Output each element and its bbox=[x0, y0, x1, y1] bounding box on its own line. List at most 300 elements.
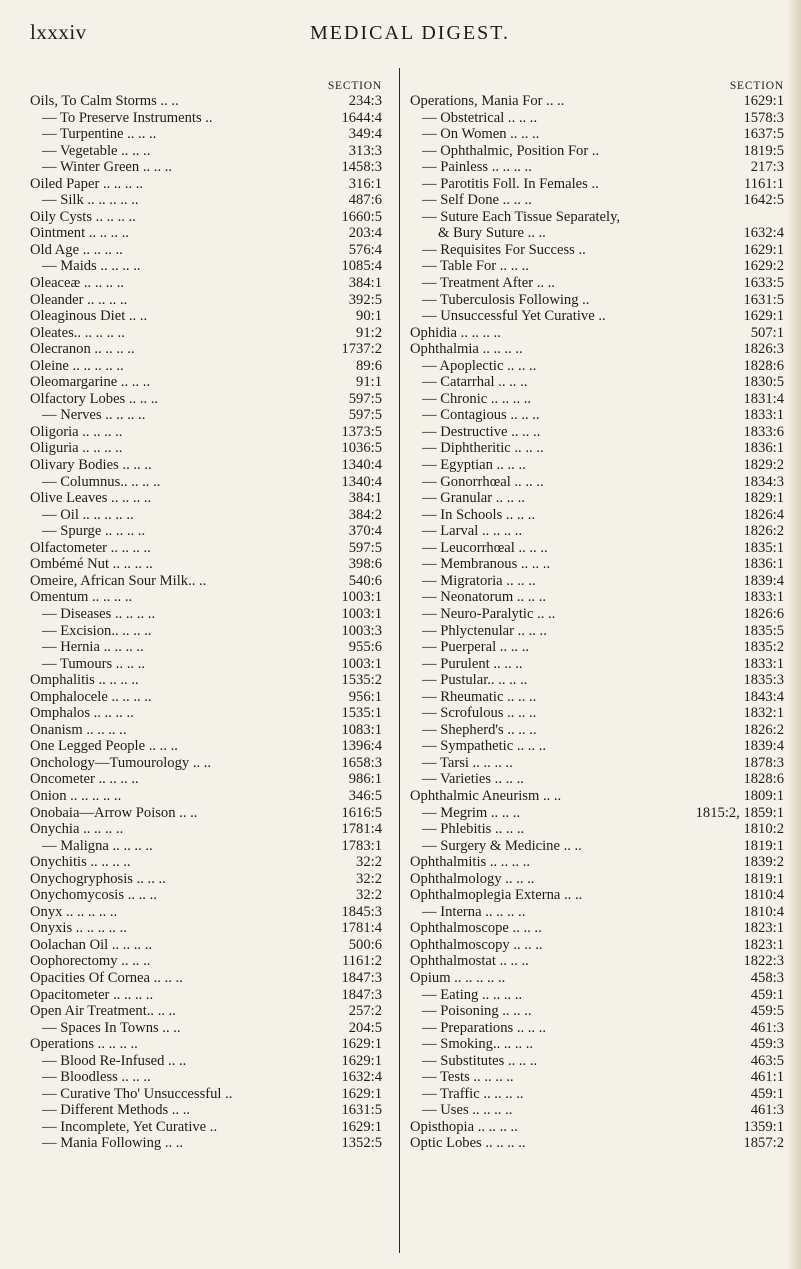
index-term: — Puerperal .. .. .. bbox=[422, 639, 529, 656]
section-reference: 487:6 bbox=[348, 192, 382, 209]
section-reference: 1535:1 bbox=[341, 705, 382, 722]
section-reference: 1658:3 bbox=[341, 754, 382, 771]
index-entry bbox=[30, 93, 382, 110]
index-term: Olivary Bodies .. .. .. bbox=[30, 457, 152, 474]
index-term: — Tests .. .. .. .. bbox=[422, 1069, 514, 1086]
index-entry bbox=[30, 937, 382, 954]
index-entry bbox=[410, 1020, 784, 1037]
index-entry bbox=[30, 970, 382, 987]
index-term: — Treatment After .. .. bbox=[422, 275, 555, 292]
section-reference: 1629:1 bbox=[341, 1118, 382, 1135]
section-reference: 1340:4 bbox=[341, 473, 382, 490]
section-reference: 1781:4 bbox=[341, 821, 382, 838]
index-term: Omeire, African Sour Milk.. .. bbox=[30, 572, 207, 589]
index-entry bbox=[410, 358, 784, 375]
section-reference: 1809:1 bbox=[743, 787, 784, 804]
index-entry bbox=[30, 1119, 382, 1136]
index-entry bbox=[30, 606, 382, 623]
index-entry bbox=[410, 656, 784, 673]
index-term: Olfactory Lobes .. .. .. bbox=[30, 390, 159, 407]
index-entry bbox=[30, 1086, 382, 1103]
section-reference: 32:2 bbox=[356, 887, 382, 904]
section-reference: 1629:2 bbox=[743, 258, 784, 275]
index-term: Opacitometer .. .. .. .. bbox=[30, 986, 154, 1003]
section-reference: 500:6 bbox=[348, 936, 382, 953]
section-reference: 1810:2 bbox=[743, 821, 784, 838]
section-reference: 32:2 bbox=[356, 870, 382, 887]
section-reference: 1644:4 bbox=[341, 109, 382, 126]
index-term: — Interna .. .. .. .. bbox=[422, 903, 526, 920]
section-reference: 1835:1 bbox=[743, 539, 784, 556]
index-term: — Bloodless .. .. .. bbox=[42, 1069, 151, 1086]
index-entry bbox=[30, 788, 382, 805]
section-reference: 32:2 bbox=[356, 854, 382, 871]
section-reference: 1616:5 bbox=[341, 804, 382, 821]
index-entry bbox=[30, 623, 382, 640]
index-entry bbox=[410, 424, 784, 441]
left-column bbox=[30, 79, 382, 1152]
index-entry bbox=[30, 1053, 382, 1070]
running-title: MEDICAL DIGEST. bbox=[310, 22, 510, 44]
index-term: Omphalos .. .. .. .. bbox=[30, 705, 134, 722]
index-entry bbox=[30, 838, 382, 855]
index-entry bbox=[410, 308, 784, 325]
index-term: Oolachan Oil .. .. .. .. bbox=[30, 936, 152, 953]
index-entry bbox=[30, 1069, 382, 1086]
index-term: Opium .. .. .. .. .. bbox=[410, 969, 506, 986]
index-term: — Different Methods .. .. bbox=[42, 1102, 191, 1119]
index-term: — Incomplete, Yet Curative .. bbox=[42, 1118, 218, 1135]
index-term: — Maids .. .. .. .. bbox=[42, 258, 141, 275]
index-entry bbox=[410, 689, 784, 706]
index-term: — Neonatorum .. .. .. bbox=[422, 589, 547, 606]
section-reference: 597:5 bbox=[348, 407, 382, 424]
index-entry bbox=[410, 788, 784, 805]
index-entry bbox=[30, 672, 382, 689]
section-reference: 1352:5 bbox=[341, 1135, 382, 1152]
index-term: — Chronic .. .. .. .. bbox=[422, 390, 532, 407]
index-entry bbox=[410, 440, 784, 457]
index-term: Oleomargarine .. .. .. bbox=[30, 374, 151, 391]
index-entry bbox=[410, 1119, 784, 1136]
page-number: lxxxiv bbox=[30, 20, 87, 44]
index-entry bbox=[410, 556, 784, 573]
index-term: Ophthalmic Aneurism .. .. bbox=[410, 787, 562, 804]
section-reference: 1828:6 bbox=[743, 771, 784, 788]
index-entry bbox=[30, 507, 382, 524]
index-entry bbox=[410, 854, 784, 871]
index-entry bbox=[410, 871, 784, 888]
index-entry bbox=[30, 656, 382, 673]
index-entry bbox=[410, 407, 784, 424]
index-term: — Suture Each Tissue Separately, bbox=[422, 208, 621, 225]
index-entry bbox=[410, 970, 784, 987]
section-reference: 459:1 bbox=[750, 986, 784, 1003]
index-term: Oncometer .. .. .. .. bbox=[30, 771, 139, 788]
index-entry bbox=[30, 821, 382, 838]
index-entry bbox=[30, 292, 382, 309]
index-term: — Membranous .. .. .. bbox=[422, 556, 551, 573]
index-entry bbox=[30, 738, 382, 755]
section-reference: 1829:1 bbox=[743, 490, 784, 507]
index-entry bbox=[410, 705, 784, 722]
section-reference: 1003:1 bbox=[341, 605, 382, 622]
index-entry bbox=[410, 209, 784, 226]
section-reference: 459:5 bbox=[750, 1003, 784, 1020]
index-entry bbox=[30, 755, 382, 772]
index-term: — Spurge .. .. .. .. bbox=[42, 523, 146, 540]
index-term: — Winter Green .. .. .. bbox=[42, 159, 173, 176]
index-entry bbox=[410, 722, 784, 739]
index-entry bbox=[30, 225, 382, 242]
index-entry bbox=[410, 110, 784, 127]
index-term: Onobaia—Arrow Poison .. .. bbox=[30, 804, 198, 821]
section-reference: 956:1 bbox=[348, 688, 382, 705]
index-entry bbox=[410, 507, 784, 524]
index-entry bbox=[410, 573, 784, 590]
index-entry bbox=[30, 540, 382, 557]
index-entry bbox=[30, 209, 382, 226]
section-reference: 91:2 bbox=[356, 324, 382, 341]
index-term: — To Preserve Instruments .. bbox=[42, 109, 213, 126]
index-entry bbox=[410, 325, 784, 342]
section-reference: 461:3 bbox=[750, 1019, 784, 1036]
index-entry bbox=[30, 1102, 382, 1119]
index-entry bbox=[30, 987, 382, 1004]
section-reference: 1839:4 bbox=[743, 738, 784, 755]
index-entry bbox=[410, 391, 784, 408]
index-term: — Turpentine .. .. .. bbox=[42, 126, 157, 143]
index-entry bbox=[410, 292, 784, 309]
section-reference: 1083:1 bbox=[341, 721, 382, 738]
section-column-heading: SECTION bbox=[729, 80, 784, 92]
index-term: — Pustular.. .. .. .. bbox=[422, 672, 528, 689]
section-reference: 597:5 bbox=[348, 539, 382, 556]
index-entry bbox=[30, 1020, 382, 1037]
section-reference: 1833:1 bbox=[743, 655, 784, 672]
index-term: Ophthalmoplegia Externa .. .. bbox=[410, 887, 583, 904]
index-entry bbox=[30, 771, 382, 788]
section-reference: 1642:5 bbox=[743, 192, 784, 209]
section-column-heading: SECTION bbox=[327, 80, 382, 92]
index-entry bbox=[410, 920, 784, 937]
index-term: — Phlebitis .. .. .. bbox=[422, 821, 525, 838]
section-reference: 316:1 bbox=[348, 175, 382, 192]
index-term: Onychomycosis .. .. .. bbox=[30, 887, 157, 904]
index-entry bbox=[410, 987, 784, 1004]
index-entry bbox=[30, 523, 382, 540]
index-term: — Nerves .. .. .. .. bbox=[42, 407, 146, 424]
section-reference: 1535:2 bbox=[341, 672, 382, 689]
index-entry bbox=[30, 1036, 382, 1053]
index-term: — Hernia .. .. .. .. bbox=[42, 639, 144, 656]
section-reference: 1036:5 bbox=[341, 440, 382, 457]
section-reference: 1835:5 bbox=[743, 622, 784, 639]
index-entry bbox=[30, 871, 382, 888]
section-reference: 1845:3 bbox=[341, 903, 382, 920]
index-entry bbox=[410, 176, 784, 193]
index-term: — Ophthalmic, Position For .. bbox=[422, 142, 600, 159]
index-term: — Columnus.. .. .. .. bbox=[42, 473, 161, 490]
section-reference: 459:3 bbox=[750, 1036, 784, 1053]
section-reference: 370:4 bbox=[348, 523, 382, 540]
section-reference: 1629:1 bbox=[743, 308, 784, 325]
index-entry bbox=[30, 192, 382, 209]
section-reference: 384:1 bbox=[348, 275, 382, 292]
index-term: Oiled Paper .. .. .. .. bbox=[30, 175, 144, 192]
index-entry bbox=[30, 391, 382, 408]
section-reference: 1839:2 bbox=[743, 854, 784, 871]
section-reference: 384:2 bbox=[348, 506, 382, 523]
index-term: — Phlyctenular .. .. .. bbox=[422, 622, 547, 639]
index-term: Onanism .. .. .. .. bbox=[30, 721, 127, 738]
index-term: Oils, To Calm Storms .. .. bbox=[30, 93, 179, 109]
index-term: — Destructive .. .. .. bbox=[422, 423, 541, 440]
index-term: Oleates.. .. .. .. .. bbox=[30, 324, 125, 341]
index-entry bbox=[410, 887, 784, 904]
section-reference: 1839:4 bbox=[743, 572, 784, 589]
index-term: — Silk .. .. .. .. .. bbox=[42, 192, 139, 209]
index-entry bbox=[30, 341, 382, 358]
index-term: — Granular .. .. .. bbox=[422, 490, 525, 507]
section-reference: 1810:4 bbox=[743, 887, 784, 904]
section-reference: 91:1 bbox=[356, 374, 382, 391]
section-reference: 1819:1 bbox=[743, 870, 784, 887]
index-term: Oily Cysts .. .. .. .. bbox=[30, 208, 136, 225]
section-reference: 346:5 bbox=[348, 787, 382, 804]
index-entry bbox=[410, 1102, 784, 1119]
section-reference: 257:2 bbox=[348, 1003, 382, 1020]
section-reference: 1633:5 bbox=[743, 275, 784, 292]
section-reference: 1847:3 bbox=[341, 986, 382, 1003]
section-reference: 1085:4 bbox=[341, 258, 382, 275]
index-entry bbox=[30, 374, 382, 391]
index-entry bbox=[410, 143, 784, 160]
index-term: — On Women .. .. .. bbox=[422, 126, 540, 143]
index-entry bbox=[30, 722, 382, 739]
index-entry bbox=[410, 225, 784, 242]
index-term: — Preparations .. .. .. bbox=[422, 1019, 547, 1036]
index-entry bbox=[410, 93, 784, 110]
index-entry bbox=[30, 176, 382, 193]
index-term: — Diphtheritic .. .. .. bbox=[422, 440, 544, 457]
section-reference: 1631:5 bbox=[743, 291, 784, 308]
index-term: Ophidia .. .. .. .. bbox=[410, 324, 501, 341]
index-entry bbox=[410, 1036, 784, 1053]
index-term: — Requisites For Success .. bbox=[422, 241, 586, 258]
section-reference: 1829:2 bbox=[743, 457, 784, 474]
index-term: — Eating .. .. .. .. bbox=[422, 986, 523, 1003]
index-term: Oophorectomy .. .. .. bbox=[30, 953, 151, 970]
index-entry bbox=[410, 755, 784, 772]
index-entry bbox=[30, 689, 382, 706]
section-reference: 1834:3 bbox=[743, 473, 784, 490]
section-reference: 1830:5 bbox=[743, 374, 784, 391]
index-entry bbox=[30, 556, 382, 573]
index-entry bbox=[410, 1135, 784, 1152]
index-entry bbox=[30, 110, 382, 127]
section-reference: 461:3 bbox=[750, 1102, 784, 1119]
index-entry bbox=[30, 854, 382, 871]
section-reference: 463:5 bbox=[750, 1052, 784, 1069]
section-reference: 217:3 bbox=[750, 159, 784, 176]
index-term: Onyxis .. .. .. .. .. bbox=[30, 920, 127, 937]
section-reference: 1835:3 bbox=[743, 672, 784, 689]
section-reference: 1832:1 bbox=[743, 705, 784, 722]
section-reference: 1823:1 bbox=[743, 920, 784, 937]
index-entry bbox=[410, 457, 784, 474]
index-term: Olecranon .. .. .. .. bbox=[30, 341, 135, 358]
section-reference: 458:3 bbox=[750, 969, 784, 986]
index-entry bbox=[410, 672, 784, 689]
index-entry bbox=[30, 407, 382, 424]
index-entry bbox=[410, 1086, 784, 1103]
section-reference: 1823:1 bbox=[743, 936, 784, 953]
index-term: — Table For .. .. .. bbox=[422, 258, 529, 275]
section-reference: 1003:1 bbox=[341, 655, 382, 672]
index-entry bbox=[410, 821, 784, 838]
section-reference: 1819:1 bbox=[743, 837, 784, 854]
section-reference: 1826:2 bbox=[743, 721, 784, 738]
index-entry bbox=[410, 937, 784, 954]
index-entry bbox=[410, 805, 784, 822]
index-entry bbox=[30, 573, 382, 590]
index-term: — Varieties .. .. .. bbox=[422, 771, 524, 788]
section-reference: 1631:5 bbox=[341, 1102, 382, 1119]
section-reference: 398:6 bbox=[348, 556, 382, 573]
page-header bbox=[0, 20, 801, 50]
section-reference: 986:1 bbox=[348, 771, 382, 788]
section-reference: 1826:4 bbox=[743, 506, 784, 523]
index-entry bbox=[410, 540, 784, 557]
index-term: — Parotitis Foll. In Females .. bbox=[422, 175, 599, 192]
section-reference: 540:6 bbox=[348, 572, 382, 589]
index-term: Olfactometer .. .. .. .. bbox=[30, 539, 151, 556]
index-term: — Diseases .. .. .. .. bbox=[42, 605, 156, 622]
section-reference: 349:4 bbox=[348, 126, 382, 143]
section-reference: 1826:6 bbox=[743, 605, 784, 622]
index-term: — Catarrhal .. .. .. bbox=[422, 374, 528, 391]
index-term: — Unsuccessful Yet Curative .. bbox=[422, 308, 606, 325]
section-reference: 597:5 bbox=[348, 390, 382, 407]
section-reference: 1396:4 bbox=[341, 738, 382, 755]
index-term: Oligoria .. .. .. .. bbox=[30, 423, 123, 440]
index-entry bbox=[30, 805, 382, 822]
index-entry bbox=[30, 887, 382, 904]
index-term: Ophthalmostat .. .. .. bbox=[410, 953, 529, 970]
section-reference: 1161:2 bbox=[342, 953, 382, 970]
index-entry bbox=[410, 490, 784, 507]
index-entry bbox=[30, 904, 382, 921]
section-reference: 1359:1 bbox=[743, 1118, 784, 1135]
index-term: Oleaceæ .. .. .. .. bbox=[30, 275, 125, 292]
section-reference: 1836:1 bbox=[743, 440, 784, 457]
index-term: — Larval .. .. .. .. bbox=[422, 523, 523, 540]
section-reference: 1003:1 bbox=[341, 589, 382, 606]
index-term: Ointment .. .. .. .. bbox=[30, 225, 129, 242]
index-entry bbox=[30, 953, 382, 970]
section-reference: 1161:1 bbox=[744, 175, 784, 192]
index-term: — Substitutes .. .. .. bbox=[422, 1052, 538, 1069]
section-reference: 1826:2 bbox=[743, 523, 784, 540]
index-entry bbox=[30, 490, 382, 507]
index-term: — Tarsi .. .. .. .. bbox=[422, 754, 513, 771]
right-column bbox=[410, 79, 784, 1152]
index-term: — In Schools .. .. .. bbox=[422, 506, 536, 523]
index-term: Oleander .. .. .. .. bbox=[30, 291, 128, 308]
section-reference: 89:6 bbox=[356, 357, 382, 374]
index-entry bbox=[410, 374, 784, 391]
section-reference: 90:1 bbox=[356, 308, 382, 325]
section-reference: 461:1 bbox=[750, 1069, 784, 1086]
index-term: Opisthopia .. .. .. .. bbox=[410, 1118, 518, 1135]
index-term: Omphalitis .. .. .. .. bbox=[30, 672, 139, 689]
section-reference: 1629:1 bbox=[341, 1036, 382, 1053]
section-reference: 1847:3 bbox=[341, 969, 382, 986]
index-term: — Smoking.. .. .. .. bbox=[422, 1036, 534, 1053]
index-term: — Obstetrical .. .. .. bbox=[422, 109, 538, 126]
section-reference: 1833:6 bbox=[743, 423, 784, 440]
section-reference: 392:5 bbox=[348, 291, 382, 308]
index-term: Oleaginous Diet .. .. bbox=[30, 308, 148, 325]
index-entry bbox=[410, 126, 784, 143]
index-term: Open Air Treatment.. .. .. bbox=[30, 1003, 176, 1020]
index-term: — Vegetable .. .. .. bbox=[42, 142, 151, 159]
index-term: Onychitis .. .. .. .. bbox=[30, 854, 131, 871]
index-term: — Rheumatic .. .. .. bbox=[422, 688, 537, 705]
section-reference: 1737:2 bbox=[341, 341, 382, 358]
index-term: Old Age .. .. .. .. bbox=[30, 241, 123, 258]
section-reference: 1857:2 bbox=[743, 1135, 784, 1152]
section-reference: 313:3 bbox=[348, 142, 382, 159]
index-term: — Oil .. .. .. .. .. bbox=[42, 506, 134, 523]
index-entry bbox=[410, 623, 784, 640]
index-term: — Surgery & Medicine .. .. bbox=[422, 837, 582, 854]
index-term: Opacities Of Cornea .. .. .. bbox=[30, 969, 183, 986]
section-reference: 1783:1 bbox=[341, 837, 382, 854]
index-term: — Sympathetic .. .. .. bbox=[422, 738, 547, 755]
index-entry bbox=[410, 275, 784, 292]
index-term: Omphalocele .. .. .. .. bbox=[30, 688, 152, 705]
section-reference: 1629:1 bbox=[743, 93, 784, 109]
index-term: Ophthalmia .. .. .. .. bbox=[410, 341, 523, 358]
index-entry bbox=[30, 126, 382, 143]
section-reference: 1660:5 bbox=[341, 208, 382, 225]
index-entry bbox=[30, 920, 382, 937]
index-term: — Gonorrhœal .. .. .. bbox=[422, 473, 544, 490]
index-term: & Bury Suture .. .. bbox=[438, 225, 546, 242]
index-term: Ophthalmoscope .. .. .. bbox=[410, 920, 542, 937]
section-reference: 1833:1 bbox=[743, 407, 784, 424]
section-reference: 1637:5 bbox=[743, 126, 784, 143]
index-entry bbox=[30, 258, 382, 275]
section-reference: 1629:1 bbox=[341, 1052, 382, 1069]
index-term: Ophthalmology .. .. .. bbox=[410, 870, 535, 887]
section-reference: 1629:1 bbox=[341, 1085, 382, 1102]
index-entry bbox=[410, 192, 784, 209]
index-term: Onychia .. .. .. .. bbox=[30, 821, 124, 838]
section-reference: 1836:1 bbox=[743, 556, 784, 573]
index-entry bbox=[30, 325, 382, 342]
section-reference: 1373:5 bbox=[341, 423, 382, 440]
index-term: — Megrim .. .. .. bbox=[422, 804, 521, 821]
index-term: Optic Lobes .. .. .. .. bbox=[410, 1135, 526, 1152]
index-entry bbox=[30, 1003, 382, 1020]
index-entry bbox=[30, 159, 382, 176]
index-term: Operations .. .. .. .. bbox=[30, 1036, 138, 1053]
index-entry bbox=[30, 440, 382, 457]
index-entry bbox=[410, 738, 784, 755]
